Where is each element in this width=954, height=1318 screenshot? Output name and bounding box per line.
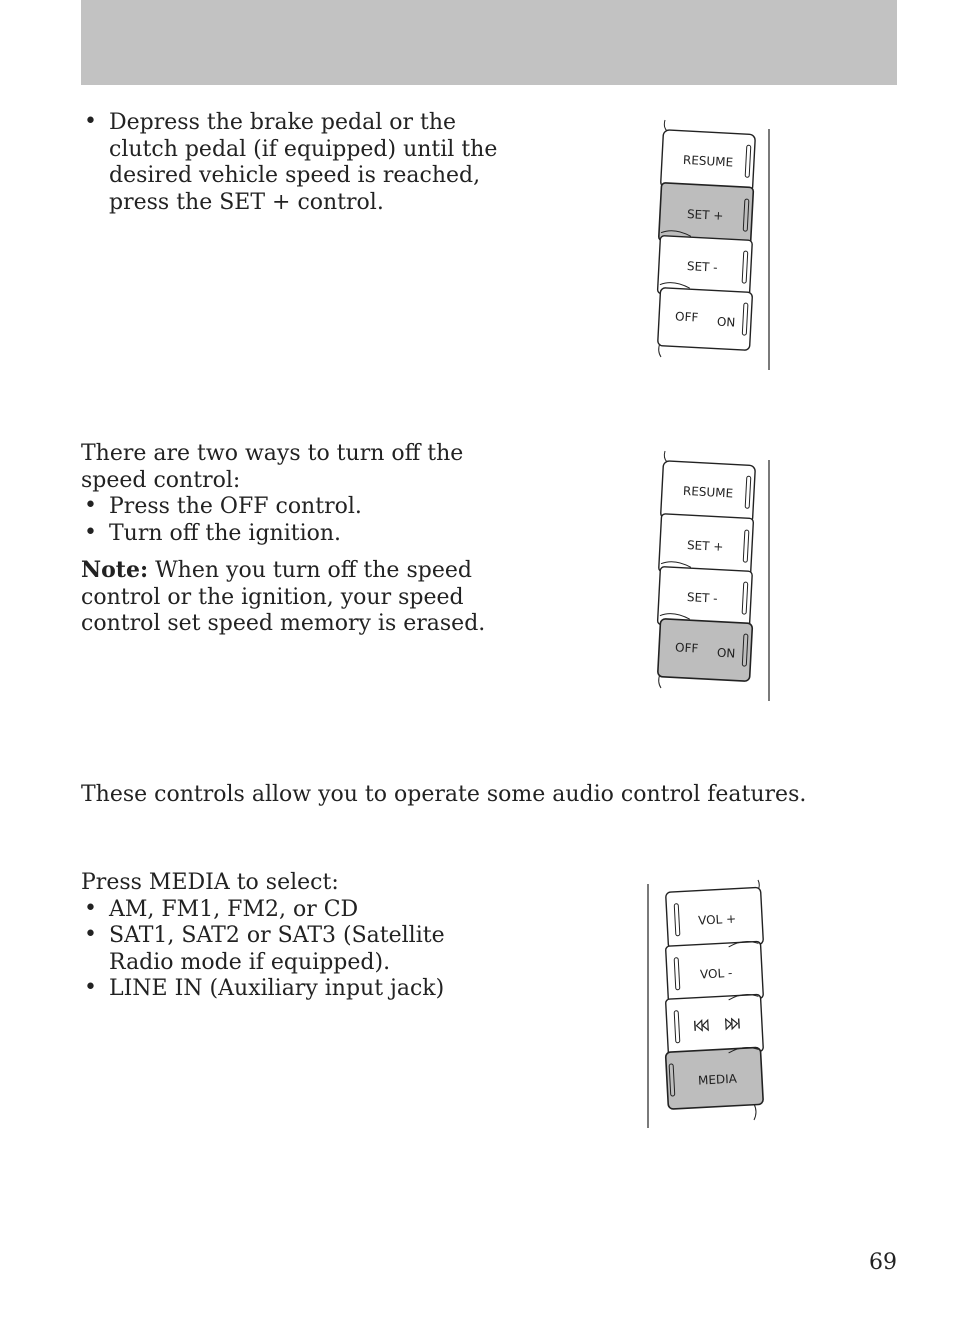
section1-text bbox=[81, 110, 501, 216]
header-bar bbox=[81, 0, 897, 85]
section4-intro: Press MEDIA to select: bbox=[81, 870, 339, 895]
resume-label: RESUME bbox=[682, 152, 734, 170]
bullet-text: Turn off the ignition. bbox=[109, 520, 342, 546]
list-item: • LINE IN (Auxiliary input jack) bbox=[84, 975, 445, 1001]
note-label: Note: bbox=[81, 557, 149, 583]
set-plus-label: SET + bbox=[686, 207, 724, 223]
media-label: MEDIA bbox=[697, 1071, 738, 1088]
off-on-button[interactable] bbox=[658, 619, 753, 682]
audio-control-figure bbox=[640, 878, 775, 1142]
set-minus-label: SET - bbox=[686, 590, 718, 606]
note-paragraph bbox=[81, 557, 501, 638]
media-button[interactable] bbox=[665, 1047, 763, 1109]
note-text: When you turn off the speed control or the ignition, your speed control set speed memory is erased. bbox=[81, 558, 486, 636]
off-label: OFF bbox=[674, 640, 699, 656]
bullet-text: AM, FM1, FM2, or CD bbox=[109, 896, 359, 922]
resume-label: RESUME bbox=[682, 483, 734, 501]
section2-text bbox=[81, 441, 501, 638]
bullet-text: Depress the brake pedal or the clutch pedal (if equipped) until the desired vehicle speed is reached, press the SET + control. bbox=[109, 110, 498, 215]
off-on-button[interactable] bbox=[658, 288, 753, 351]
on-label: ON bbox=[716, 314, 736, 330]
speed-control-figure-set-highlighted bbox=[645, 115, 780, 379]
list-item: • AM, FM1, FM2, or CD bbox=[84, 895, 359, 922]
section3-text bbox=[81, 782, 861, 809]
vol-plus-button[interactable] bbox=[666, 887, 764, 949]
set-minus-label: SET - bbox=[686, 259, 718, 275]
speed-control-figure-off-highlighted bbox=[645, 446, 780, 710]
vol-plus-label: VOL + bbox=[697, 911, 737, 928]
list-item: • Turn off the ignition. bbox=[84, 519, 342, 546]
vol-minus-button[interactable] bbox=[666, 941, 764, 1003]
list-item: • Depress the brake pedal or the clutch pedal (if equipped) until the desired vehicle speed is reached, press the SET + control. bbox=[84, 109, 498, 215]
set-plus-label: SET + bbox=[686, 538, 724, 554]
bullet-text: SAT1, SAT2 or SAT3 (Satellite Radio mode if equipped). bbox=[109, 923, 445, 975]
seek-button[interactable] bbox=[666, 994, 764, 1056]
vol-minus-label: VOL - bbox=[699, 965, 733, 982]
list-item: • Press the OFF control. bbox=[84, 493, 362, 519]
section4-text bbox=[81, 870, 501, 1003]
section2-intro: There are two ways to turn off the speed control: bbox=[81, 441, 464, 493]
section3-intro: These controls allow you to operate some audio control features. bbox=[81, 782, 807, 807]
off-label: OFF bbox=[674, 309, 699, 325]
page-number: 69 bbox=[869, 1250, 897, 1275]
on-label: ON bbox=[716, 645, 736, 661]
bullet-text: LINE IN (Auxiliary input jack) bbox=[109, 976, 445, 1001]
bullet-text: Press the OFF control. bbox=[109, 494, 362, 519]
list-item: • SAT1, SAT2 or SAT3 (Satellite Radio mode if equipped). bbox=[84, 922, 445, 975]
